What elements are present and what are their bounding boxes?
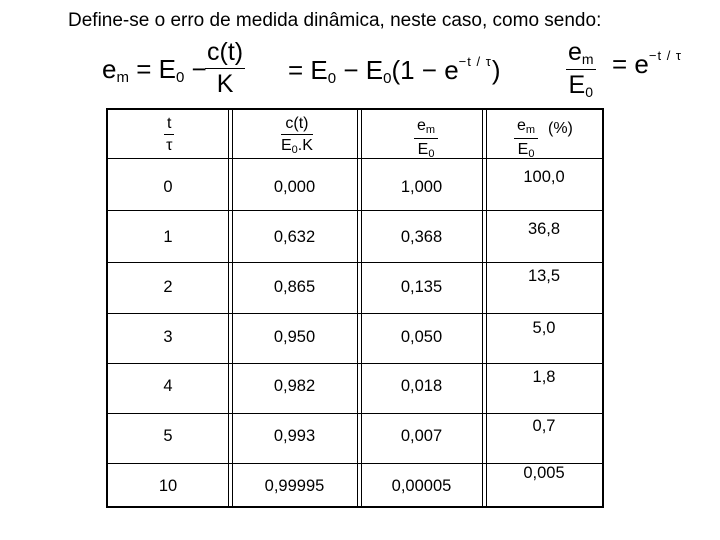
eq3-den-sub: 0 — [585, 84, 594, 100]
cell-e: 1,000 — [400, 178, 443, 196]
header-col3-den-sub: 0 — [428, 148, 435, 160]
eq3-num-e: e — [568, 38, 582, 66]
eq3-exponent: −t / τ — [648, 48, 683, 63]
cell-c: 0,000 — [273, 178, 316, 196]
intro-text: Define-se o erro de medida dinâmica, neste caso, como sendo: — [68, 10, 602, 31]
eq1-denominator: K — [216, 70, 234, 98]
eq2-E2: E — [365, 55, 384, 85]
header-em-over-E0 — [414, 118, 438, 160]
cell-c: 0,865 — [273, 278, 316, 296]
cell-e: 0,007 — [400, 427, 443, 445]
equation-error-expanded — [288, 54, 501, 87]
eq3-num-sub: m — [581, 51, 594, 67]
header-col4-num-sub: m — [525, 124, 536, 136]
header-col1-num: t — [164, 116, 174, 135]
eq3-numerator — [566, 40, 596, 70]
header-col3-num-e: e — [417, 117, 426, 134]
header-percent-unit: (%) — [548, 120, 573, 137]
cell-e: 0,368 — [400, 228, 443, 246]
header-col2-den-tail: .K — [297, 137, 313, 154]
cell-t: 10 — [158, 477, 178, 495]
cell-t: 1 — [163, 228, 173, 246]
cell-c: 0,950 — [273, 328, 316, 346]
header-col2-den-E: E — [281, 137, 292, 154]
cell-e: 0,00005 — [391, 477, 452, 495]
header-col4-den — [514, 139, 538, 160]
cell-t: 0 — [163, 178, 173, 196]
header-t-over-tau — [164, 116, 174, 154]
header-col3-num-sub: m — [425, 124, 436, 136]
cell-pct: 13,5 — [527, 267, 561, 285]
header-col2-num: c(t) — [281, 116, 313, 135]
eq1-E-sub: 0 — [175, 69, 185, 86]
header-col1-den: τ — [166, 137, 173, 154]
eq2-E-sub: 0 — [327, 70, 337, 87]
header-col4-num-e: e — [517, 117, 526, 134]
eq2-minus: − — [343, 55, 359, 85]
header-col4-num — [514, 118, 538, 139]
header-col3-den-E: E — [417, 141, 429, 158]
cell-pct: 5,0 — [532, 319, 556, 337]
cell-c: 0,99995 — [264, 477, 325, 495]
cell-t: 3 — [163, 328, 173, 346]
header-col3-num — [414, 118, 438, 139]
eq1-lhs: e — [102, 54, 117, 84]
header-col3-den — [414, 139, 438, 160]
cell-c: 0,993 — [273, 427, 316, 445]
eq2-paren: (1 − e — [391, 55, 459, 85]
eq1-minus: − — [191, 54, 207, 84]
col-divider — [482, 110, 483, 506]
eq1-numerator: c(t) — [205, 40, 245, 69]
cell-pct: 100,0 — [523, 168, 565, 186]
eq3-den-E: E — [568, 71, 586, 99]
cell-pct: 0,7 — [532, 417, 556, 435]
header-em-over-E0-percent — [514, 118, 538, 160]
eq1-equals: = — [136, 54, 152, 84]
cell-e: 0,135 — [400, 278, 443, 296]
eq3-denominator — [566, 70, 596, 99]
cell-c: 0,632 — [273, 228, 316, 246]
eq3-fraction — [566, 40, 596, 99]
eq2-E2-sub: 0 — [383, 70, 392, 87]
row-divider — [108, 413, 602, 414]
cell-pct: 1,8 — [532, 368, 556, 386]
header-col2-den — [281, 135, 313, 156]
cell-t: 4 — [163, 377, 173, 395]
eq2-equals: = — [288, 55, 304, 85]
header-col4-den-E: E — [517, 141, 529, 158]
row-divider — [108, 313, 602, 314]
col-divider — [232, 110, 233, 506]
cell-t: 2 — [163, 278, 173, 296]
eq1-fraction — [205, 40, 245, 97]
col-divider — [357, 110, 358, 506]
eq2-E: E — [310, 55, 328, 85]
header-ct-over-E0K — [281, 116, 313, 156]
header-col2-den-sub: 0 — [291, 144, 298, 156]
cell-e: 0,018 — [400, 377, 443, 395]
eq3-rhs: = e — [612, 49, 649, 79]
eq1-lhs-sub: m — [116, 69, 129, 86]
cell-c: 0,982 — [273, 377, 316, 395]
response-table — [106, 108, 604, 508]
eq2-exponent: −t / τ — [458, 54, 492, 69]
row-divider — [108, 210, 602, 211]
cell-e: 0,050 — [400, 328, 443, 346]
col-divider — [361, 110, 362, 506]
eq1-E: E — [158, 54, 176, 84]
equation-error-definition — [102, 54, 207, 86]
eq2-close: ) — [491, 55, 501, 85]
col-divider — [228, 110, 229, 506]
cell-pct: 0,005 — [523, 464, 565, 482]
row-divider — [108, 363, 602, 364]
equation-relative-error — [612, 48, 682, 80]
cell-pct: 36,8 — [527, 220, 561, 238]
header-col4-den-sub: 0 — [528, 148, 535, 160]
cell-t: 5 — [163, 427, 173, 445]
row-divider — [108, 262, 602, 263]
